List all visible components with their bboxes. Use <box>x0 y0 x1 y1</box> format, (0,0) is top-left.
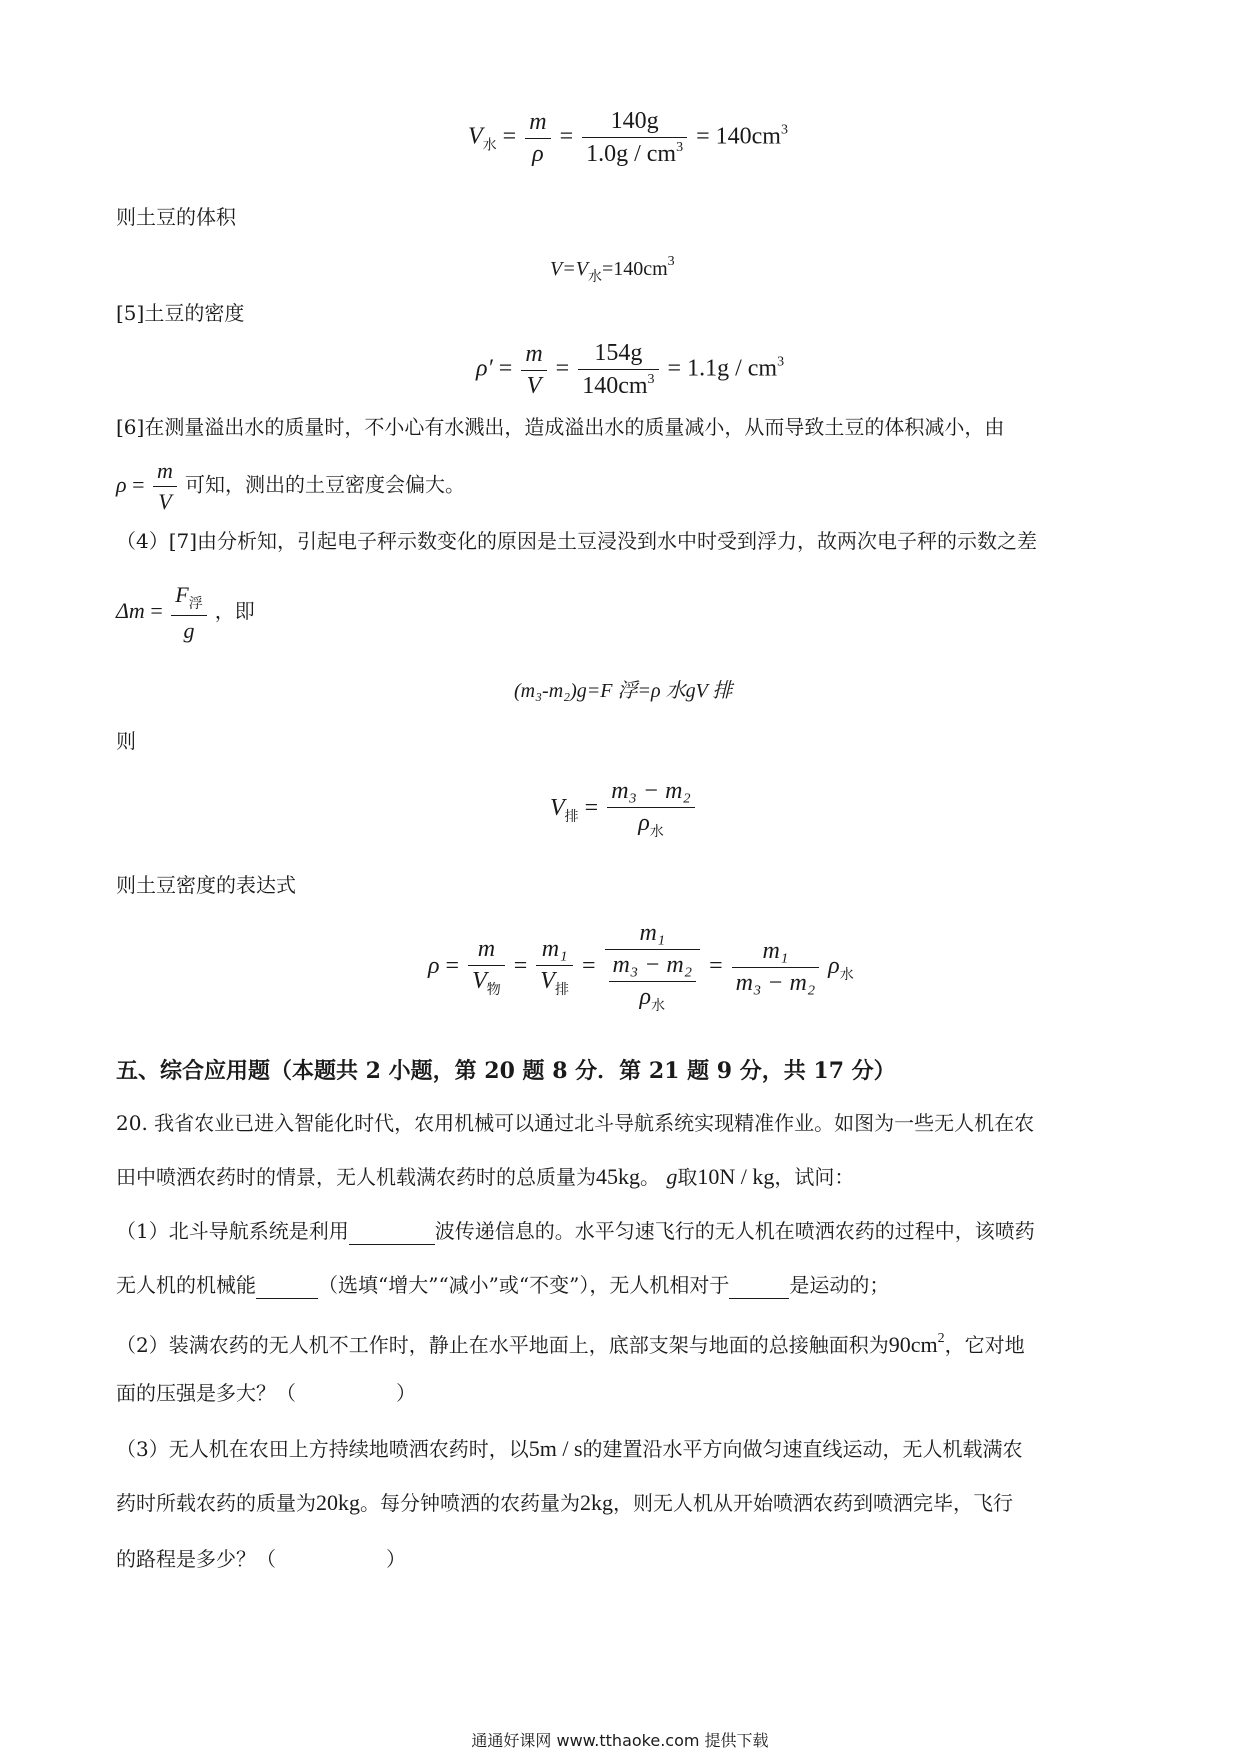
eq-fraction: $\frac{m}{V}$ <box>521 341 546 400</box>
text-step6-line1: [6]在测量溢出水的质量时，不小心有水溅出，造成溢出水的质量减小，从而导致土豆的体积减小，由 <box>116 415 1005 439</box>
q20-2-line2: 面的压强是多大？（ ） <box>116 1381 416 1405</box>
q20-2-line1: （2）装满农药的无人机不工作时，静止在水平地面上，底部支架与地面的总接触面积为$90cm^2$，它对地 <box>116 1331 1025 1357</box>
text-density-label: [5]土豆的密度 <box>116 301 245 325</box>
answer-blank[interactable] <box>729 1272 789 1299</box>
answer-blank[interactable] <box>349 1218 435 1245</box>
eq-result: 140cm <box>715 123 781 150</box>
text-step7-line2: Δm = $\frac{F_浮}{g}$ ，即 <box>116 582 255 643</box>
section-title: 五、综合应用题（本题共 2 小题，第 20 题 8 分．第 21 题 9 分，共 17 分） <box>116 1058 896 1084</box>
equation-v-pai: $V_排$ = $\frac{\text{m₃ − m₂}}{\rho_水}$ <box>550 778 698 841</box>
text-then: 则 <box>116 729 136 753</box>
equation-final-density: ρ = $\frac{m}{V_物}$ = $\frac{\text{m₁}}{V_排}$ = $\frac{\text{m₁}}{\frac{\text{m₃ − m₂}}{\rho_水}}$ = $\frac{\text{m₁}}{\text{m₃ − m₂}}$ $\rho_水$ <box>428 920 854 1014</box>
eq-subscript: 水 <box>482 138 497 154</box>
q20-3-line1: （3）无人机在农田上方持续地喷洒农药时，以5m / s的建置沿水平方向做匀速直线运动，无人机载满农 <box>116 1436 1023 1461</box>
equation-density: ρ′ = $\frac{m}{V}$ = $\frac{154g}{140cm^3}$ = $1.1g / cm^3$ <box>476 340 785 399</box>
q20-3-line2: 药时所载农药的质量为20kg。每分钟喷洒的农药量为2kg，则无人机从开始喷洒农药到喷洒完毕，飞行 <box>116 1490 1013 1515</box>
q20-line2: 田中喷洒农药时的情景，无人机载满农药时的总质量为45kg。 g取10N / kg，试问： <box>116 1164 855 1189</box>
q20-1-line1: （1）北斗导航系统是利用 波传递信息的。水平匀速飞行的无人机在喷洒农药的过程中，该喷药 <box>116 1219 1035 1243</box>
q20-1-line2: 无人机的机械能 （选填“增大”“减小”或“不变”），无人机相对于 是运动的； <box>116 1273 890 1297</box>
answer-blank[interactable] <box>256 1272 318 1299</box>
eq-fraction: $\frac{140g}{1.0g / cm^3}$ <box>582 108 687 168</box>
equation-water-volume: $V_水$ = $\frac{m}{\rho}$ = $\frac{140g}{1.0g / cm^3}$ = $140cm^3$ <box>468 108 788 167</box>
equation-buoyancy: (m₃-m₂)g=F 浮=ρ 水gV 排 <box>514 680 733 702</box>
text-step7-line1: （4）[7]由分析知，引起电子秤示数变化的原因是土豆浸没到水中时受到浮力，故两次电子秤的示数之差 <box>116 529 1038 553</box>
q20-line1: 20. 我省农业已进入智能化时代，农用机械可以通过北斗导航系统实现精准作业。如图为一些无人机在农 <box>116 1111 1035 1135</box>
eq-symbol: V <box>468 123 483 150</box>
q20-3-line3: 的路程是多少？（ ） <box>116 1547 406 1571</box>
answer-space[interactable] <box>296 1380 396 1406</box>
eq-fraction: $\frac{m}{\rho}$ <box>525 109 550 168</box>
page-footer: 通通好课网 www.tthaoke.com 提供下载 <box>471 1731 769 1750</box>
text-step6-line2: ρ = $\frac{m}{V}$ 可知，测出的土豆密度会偏大。 <box>116 458 465 514</box>
eq-fraction: $\frac{154g}{140cm^3}$ <box>578 340 658 400</box>
equation-potato-volume: $V=V_水=140cm^3$ <box>550 254 675 285</box>
answer-space[interactable] <box>276 1546 386 1572</box>
text-expression: 则土豆密度的表达式 <box>116 873 296 897</box>
text-potato-volume: 则土豆的体积 <box>116 205 236 229</box>
